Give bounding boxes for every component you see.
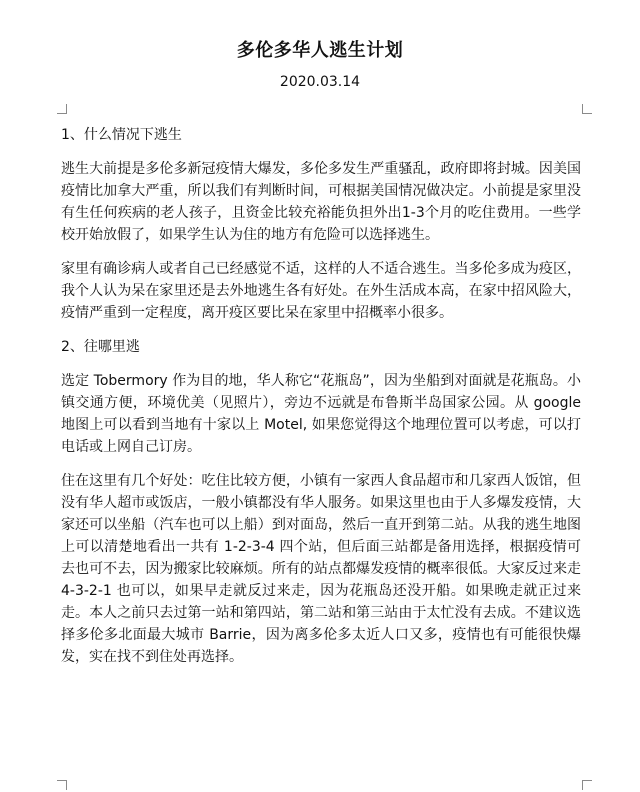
crop-mark-top-right-h bbox=[582, 113, 592, 114]
crop-mark-top-right-v bbox=[582, 104, 583, 114]
crop-mark-bottom-right-h bbox=[582, 780, 592, 781]
section-heading: 1、什么情况下逃生 bbox=[61, 127, 182, 143]
document-title: 多伦多华人逃生计划 bbox=[236, 40, 404, 61]
paragraph: 选定 Tobermory 作为目的地，华人称它“花瓶岛”，因为坐船到对面就是花瓶岛。小镇交通方便，环境优美（见照片），旁边不远就是布鲁斯半岛国家公园。从 google 地图上可以看到当地有十家以上 Motel, 如果您觉得这个地理位置可以考虑，可以打电话或上网自己订房。 bbox=[61, 373, 581, 455]
section-heading: 2、往哪里逃 bbox=[61, 339, 140, 355]
section-1 bbox=[61, 124, 581, 324]
paragraph: 家里有确诊病人或者自己已经感觉不适，这样的人不适合逃生。当多伦多成为疫区，我个人认为呆在家里还是去外地逃生各有好处。在外生活成本高，在家中招风险大，疫情严重到一定程度，离开疫区要比呆在家里中招概率小很多。 bbox=[61, 261, 581, 321]
crop-mark-bottom-right-v bbox=[582, 780, 583, 790]
section-2 bbox=[61, 336, 581, 668]
crop-mark-top-left-v bbox=[66, 104, 67, 114]
document-body bbox=[61, 124, 581, 680]
crop-mark-bottom-left-v bbox=[66, 780, 67, 790]
paragraph: 逃生大前提是多伦多新冠疫情大爆发，多伦多发生严重骚乱，政府即将封城。因美国疫情比加拿大严重，所以我们有判断时间，可根据美国情况做决定。小前提是家里没有生任何疾病的老人孩子，且资金比较充裕能负担外出1-3个月的吃住费用。一些学校开始放假了，如果学生认为住的地方有危险可以选择逃生。 bbox=[61, 161, 581, 243]
paragraph: 住在这里有几个好处：吃住比较方便，小镇有一家西人食品超市和几家西人饭馆，但没有华人超市或饭店，一般小镇都没有华人服务。如果这里也由于人多爆发疫情，大家还可以坐船（汽车也可以上船）到对面岛，然后一直开到第二站。从我的逃生地图上可以清楚地看出一共有 1-2-3-4 四个站，但后面三站都是备用选择，根据疫情可去也可不去，因为搬家比较麻烦。所有的站点都爆发疫情的概率很低。大家反过来走 4-3-2-1 也可以，如果早走就反过来走，因为花瓶岛还没开船。如果晚走就正过来走。本人之前只去过第一站和第四站，第二站和第三站由于太忙没有去成。不建议选择多伦多北面最大城市 Barrie，因为离多伦多太近人口又多，疫情也有可能很快爆发，实在找不到住处再选择。 bbox=[61, 473, 581, 665]
document-date: 2020.03.14 bbox=[279, 74, 361, 90]
